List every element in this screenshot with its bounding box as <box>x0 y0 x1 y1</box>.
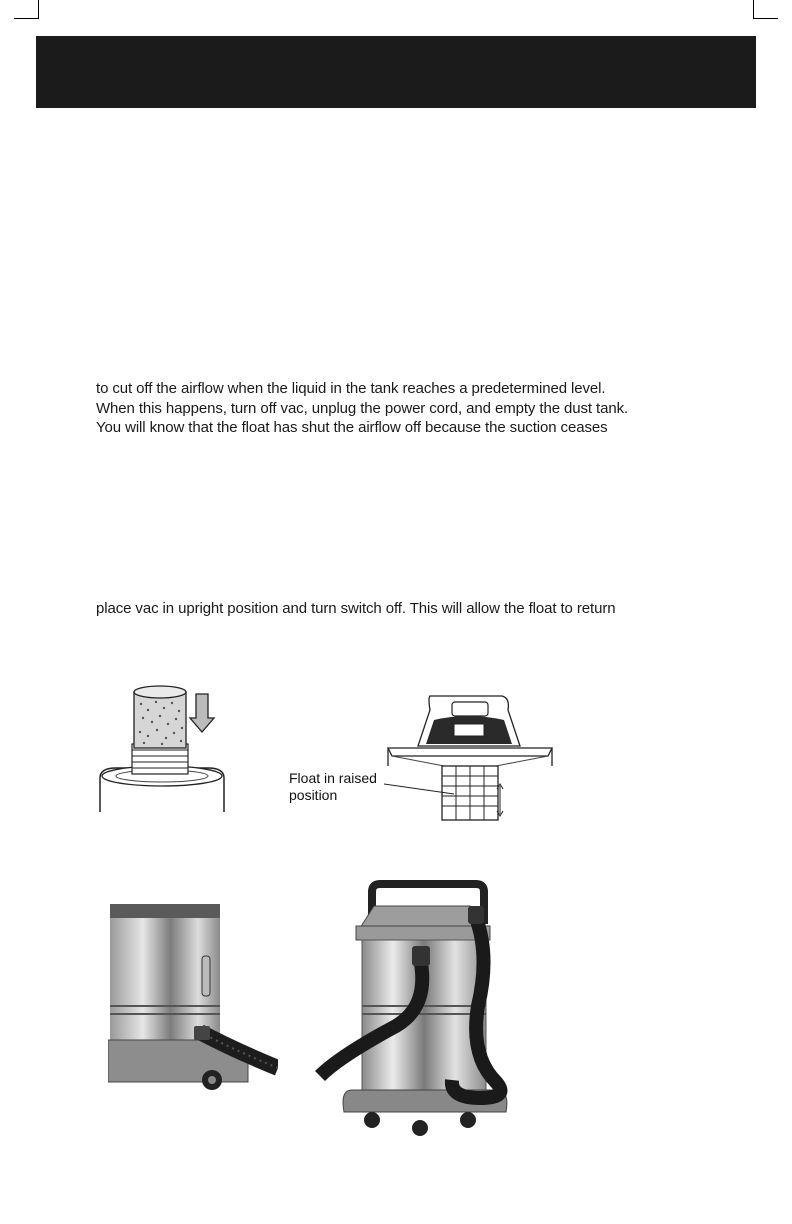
callout-line: Float in raised <box>289 770 377 786</box>
filter-install-illustration <box>96 684 228 812</box>
paragraph-line: place vac in upright position and turn switch off. This will allow the float to return <box>96 600 616 617</box>
header-band <box>36 36 756 108</box>
float-callout-label <box>289 770 377 804</box>
vacuum-full-photo <box>300 866 528 1152</box>
paragraph-line: When this happens, turn off vac, unplug the power cord, and empty the dust tank. <box>96 399 629 417</box>
callout-line: position <box>289 787 338 803</box>
crop-mark-top-right <box>753 0 778 19</box>
paragraph-line: You will know that the float has shut the airflow off because the suction ceases <box>96 419 608 436</box>
float-shutoff-paragraph <box>96 379 736 438</box>
crop-mark-top-left <box>14 0 39 19</box>
float-cage-illustration <box>384 690 556 824</box>
drain-hose-photo <box>108 900 278 1100</box>
float-reset-paragraph <box>96 599 736 619</box>
paragraph-line: to cut off the airflow when the liquid in the tank reaches a predetermined level. <box>96 380 606 397</box>
